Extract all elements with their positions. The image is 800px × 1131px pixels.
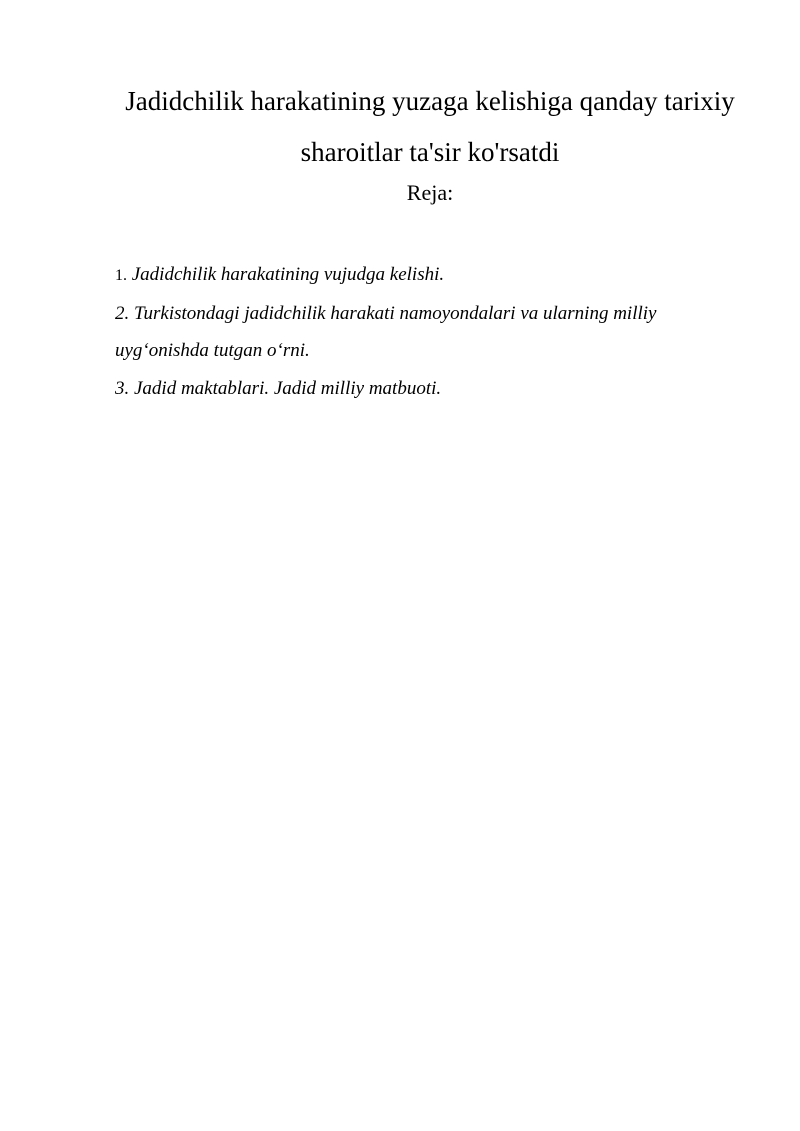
plan-item-text: Jadidchilik harakatining vujudga kelishi. — [127, 264, 445, 285]
plan-item-1 — [115, 256, 745, 295]
document-title: Jadidchilik harakatining yuzaga kelishiga qanday tarixiy sharoitlar ta'sir ko'rsatdi — [125, 86, 735, 167]
plan-item-text: Turkistondagi jadidchilik harakati namoyondalari va ularning milliy uyg‘onishda tutgan o‘rni. — [115, 302, 657, 361]
plan-heading: Reja: — [406, 180, 454, 205]
plan-item-number: 2. — [115, 302, 130, 324]
plan-item-number: 1. — [115, 267, 127, 284]
plan-item-number: 3. — [115, 377, 130, 399]
plan-item-text: Jadid maktablari. Jadid milliy matbuoti. — [129, 377, 442, 399]
plan-item-3 — [115, 370, 745, 408]
plan-item-2 — [115, 295, 745, 370]
plan-list — [115, 256, 745, 407]
